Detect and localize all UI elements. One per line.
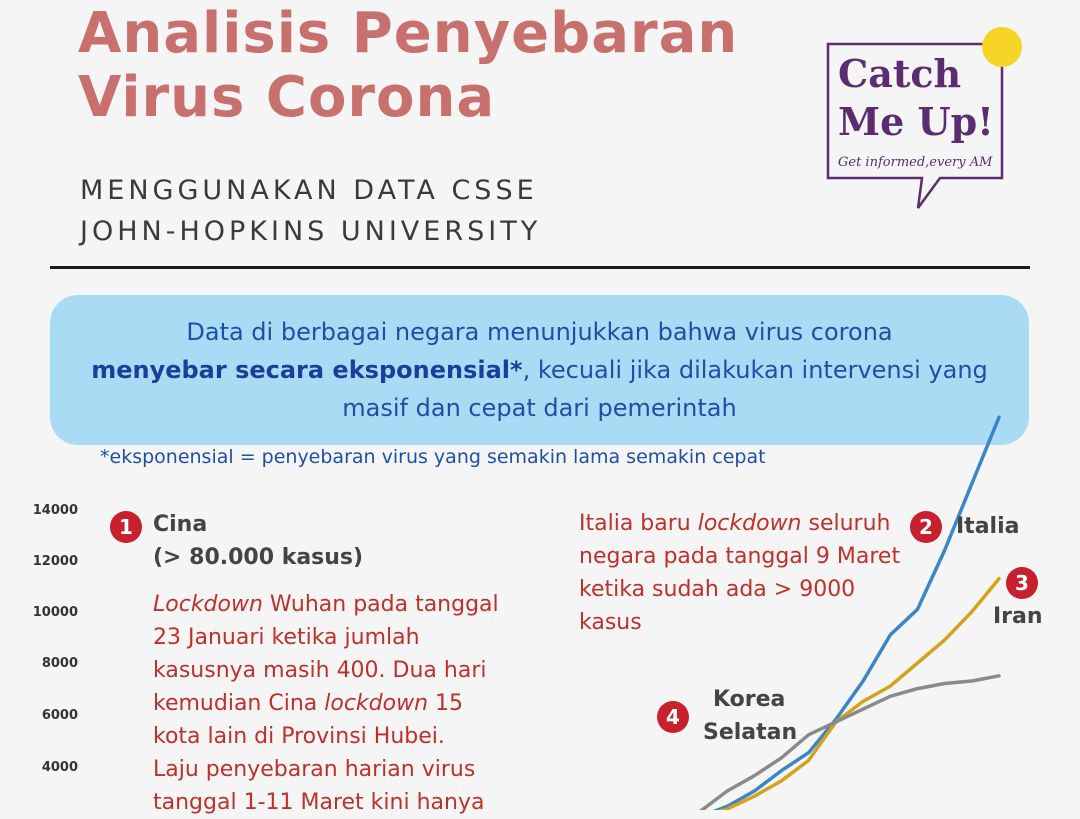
note-line: kota lain di Provinsi Hubei. [153, 724, 445, 749]
badge-iran: 3 [1006, 567, 1038, 599]
y-tick-label: 10000 [32, 605, 78, 620]
label-cina-cases: (> 80.000 kasus) [153, 545, 364, 570]
note-line: kasusnya masih 400. Dua hari [153, 658, 487, 683]
label-cina: Cina [153, 512, 208, 537]
callout-text-part1: Data di berbagai negara menunjukkan bahwa virus corona [186, 318, 893, 346]
badge-italia: 2 [910, 511, 942, 543]
y-tick-label: 8000 [41, 656, 78, 671]
y-tick-label: 14000 [32, 503, 78, 518]
title-line-2: Virus Corona [78, 65, 496, 130]
logo-text-2: Me Up! [838, 99, 994, 144]
logo-tagline: Get informed,every AM [838, 155, 993, 170]
note-line: ketika sudah ada > 9000 kasus [579, 577, 856, 635]
footnote: *eksponensial = penyebaran virus yang semakin lama semakin cepat [100, 446, 766, 468]
y-tick-label: 6000 [41, 708, 78, 723]
label-iran: Iran [993, 604, 1043, 629]
note-cina [153, 588, 523, 819]
note-line: kemudian Cina lockdown 15 [153, 691, 464, 716]
subtitle-line-2: JOHN-HOPKINS UNIVERSITY [80, 216, 542, 247]
note-line: 23 Januari ketika jumlah [153, 625, 420, 650]
note-line: Laju penyebaran harian virus [153, 757, 476, 782]
label-italia: Italia [956, 514, 1020, 539]
y-tick-label: 4000 [41, 760, 78, 775]
note-line: Lockdown Wuhan pada tanggal [153, 592, 499, 617]
logo-text-1: Catch [838, 51, 962, 96]
label-korea-2: Selatan [703, 720, 798, 745]
y-tick-label: 12000 [32, 554, 78, 569]
note-line: negara pada tanggal 9 Maret [579, 544, 901, 569]
badge-cina: 1 [110, 511, 142, 543]
note-italia [579, 507, 909, 639]
label-korea-1: Korea [713, 687, 786, 712]
note-line: Italia baru lockdown seluruh [579, 511, 891, 536]
badge-korea: 4 [657, 701, 689, 733]
title-line-1: Analisis Penyebaran [78, 1, 739, 66]
subtitle-line-1: MENGGUNAKAN DATA CSSE [80, 175, 538, 206]
note-line: tanggal 1-11 Maret kini hanya [153, 790, 485, 815]
callout-text-bold: menyebar secara eksponensial* [91, 356, 523, 384]
callout-text-part2: , kecuali jika dilakukan intervensi yang masif dan cepat dari pemerintah [342, 356, 988, 422]
